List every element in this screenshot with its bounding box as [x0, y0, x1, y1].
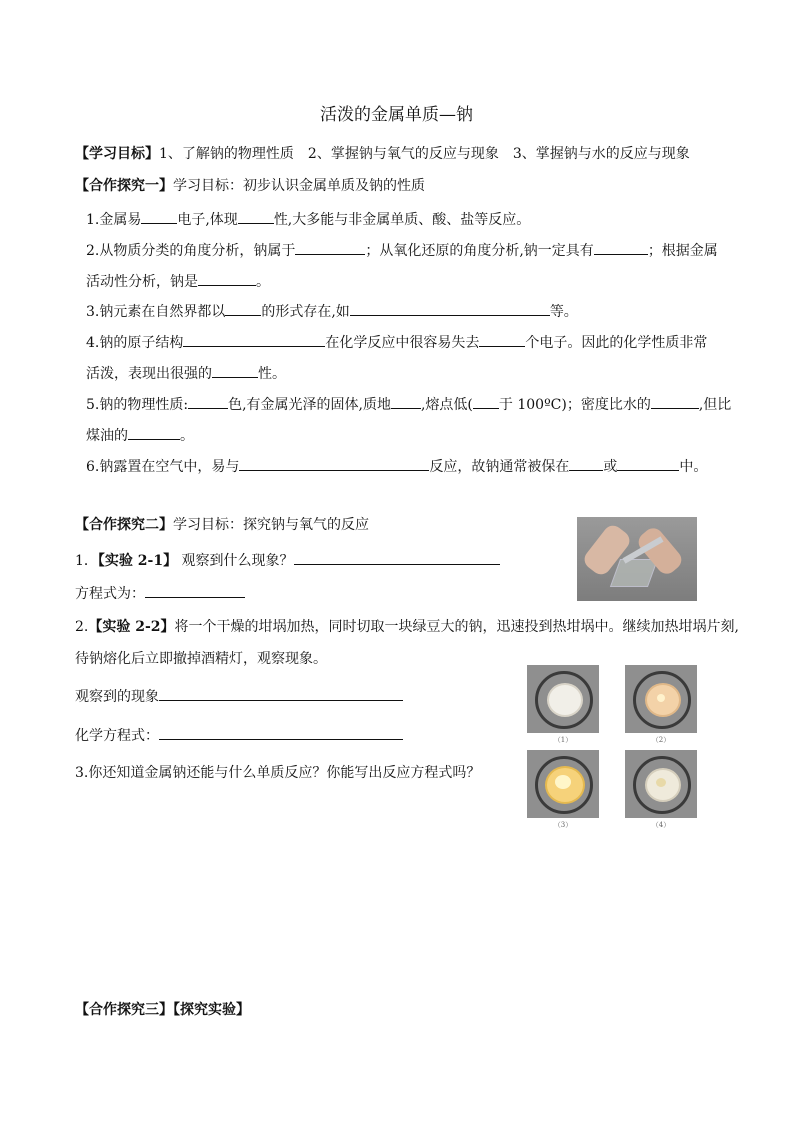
goals-items: 1、了解钠的物理性质 2、掌握钠与氧气的反应与现象 3、掌握钠与水的反应与现象 — [159, 146, 690, 162]
q5-text-c: ,熔点低( — [420, 397, 473, 413]
caption-4: （4） — [651, 821, 671, 829]
q5-blank-2[interactable] — [391, 394, 421, 409]
question-6 — [86, 456, 707, 476]
q2-3-text: 3.你还知道金属钠还能与什么单质反应？你能写出反应方程式吗？ — [75, 765, 481, 781]
q4-blank-1[interactable] — [183, 332, 325, 347]
q2-text-d: 活动性分析，钠是 — [86, 274, 198, 290]
q2-blank-3[interactable] — [198, 271, 256, 286]
section3-heading — [75, 1001, 250, 1019]
q2-text-e: 。 — [256, 274, 270, 290]
q4-blank-3[interactable] — [212, 363, 258, 378]
question-4-line2 — [86, 363, 286, 383]
section3-sub: 【探究实验】 — [173, 1002, 250, 1018]
section3-label: 【合作探究三】 — [75, 1002, 173, 1018]
crucible-photo-3 — [527, 750, 599, 818]
q4-text-e: 性。 — [258, 366, 286, 382]
q3-blank-1[interactable] — [225, 301, 261, 316]
q1-text-a: 1.金属易 — [86, 212, 142, 228]
question-2-line2 — [86, 271, 270, 291]
crucible-photo-1 — [527, 665, 599, 733]
section2-label: 【合作探究二】 — [75, 517, 173, 533]
q3-blank-2[interactable] — [350, 301, 550, 316]
q5-text-b: 色,有金属光泽的固体,质地 — [228, 397, 391, 413]
equation-blank[interactable] — [145, 583, 245, 598]
chem-eq-line — [75, 725, 403, 745]
q4-text-d: 活泼，表现出很强的 — [86, 366, 212, 382]
q2-text-b: ；从氧化还原的角度分析,钠一定具有 — [365, 243, 594, 259]
section2-heading — [75, 516, 369, 534]
q1-blank-1[interactable] — [141, 209, 177, 224]
q2-blank-1[interactable] — [295, 240, 365, 255]
crucible-photo-4 — [625, 750, 697, 818]
learning-goals — [75, 145, 690, 163]
goals-label: 【学习目标】 — [75, 146, 159, 162]
observe-line — [75, 686, 403, 706]
exp1-blank[interactable] — [294, 550, 500, 565]
q5-text-f: 煤油的 — [86, 428, 128, 444]
exp2-text-line2: 待钠熔化后立即撤掉酒精灯，观察现象。 — [75, 651, 327, 667]
q5-text-g: 。 — [180, 428, 194, 444]
q3-text-b: 的形式存在,如 — [261, 304, 350, 320]
question-5-line2 — [86, 425, 194, 445]
exp1-label: 【实验 2-1】 — [97, 553, 178, 569]
q5-blank-3[interactable] — [473, 394, 499, 409]
q6-blank-2[interactable] — [569, 456, 603, 471]
caption-1: （1） — [553, 736, 573, 744]
question-2-3 — [75, 764, 480, 782]
q1-blank-2[interactable] — [238, 209, 274, 224]
q5-blank-4[interactable] — [651, 394, 699, 409]
q5-text-d: 于 100ºC)；密度比水的 — [498, 397, 651, 413]
exp2-text: 将一个干燥的坩埚加热，同时切取一块绿豆大的钠，迅速投到热坩埚中。继续加热坩埚片刻, — [174, 619, 739, 635]
section1-heading — [75, 177, 425, 195]
q2-blank-2[interactable] — [594, 240, 648, 255]
q5-text-a: 5.钠的物理性质: — [86, 397, 189, 413]
caption-3: （3） — [553, 821, 573, 829]
section1-goal: 学习目标：初步认识金属单质及钠的性质 — [173, 178, 425, 194]
caption-2: （2） — [651, 736, 671, 744]
exp2-num: 2. — [75, 619, 89, 635]
q2-text-c: ；根据金属 — [647, 243, 718, 259]
chem-eq-label: 化学方程式： — [75, 728, 159, 744]
experiment-2-2-line2 — [75, 650, 327, 668]
exp1-question: 观察到什么现象？ — [177, 553, 294, 569]
equation-line — [75, 583, 245, 603]
q6-blank-3[interactable] — [617, 456, 679, 471]
question-4-line1 — [86, 332, 707, 352]
q5-text-e: ,但比 — [698, 397, 732, 413]
section2-goal: 学习目标：探究钠与氧气的反应 — [173, 517, 369, 533]
equation-label: 方程式为： — [75, 586, 145, 602]
q4-text-b: 在化学反应中很容易失去 — [325, 335, 480, 351]
q4-blank-2[interactable] — [479, 332, 525, 347]
q3-text-a: 3.钠元素在自然界都以 — [86, 304, 226, 320]
crucible-photo-2 — [625, 665, 697, 733]
exp1-num: 1． — [75, 553, 98, 569]
q6-blank-1[interactable] — [239, 456, 429, 471]
q3-text-c: 等。 — [549, 304, 578, 320]
q6-text-d: 中。 — [679, 459, 708, 475]
sodium-cutting-photo — [577, 517, 697, 601]
q2-text-a: 2.从物质分类的角度分析，钠属于 — [86, 243, 296, 259]
q6-text-a: 6.钠露置在空气中，易与 — [86, 459, 240, 475]
page-title: 活泼的金属单质—钠 — [320, 105, 473, 125]
q5-blank-1[interactable] — [188, 394, 228, 409]
exp2-label: 【实验 2-2】 — [88, 619, 175, 635]
section1-label: 【合作探究一】 — [75, 178, 173, 194]
experiment-2-2-line1 — [75, 618, 739, 636]
q4-text-a: 4.钠的原子结构 — [86, 335, 184, 351]
q6-text-b: 反应，故钠通常被保在 — [429, 459, 570, 475]
question-5-line1 — [86, 394, 731, 414]
observe-blank[interactable] — [159, 686, 403, 701]
q4-text-c: 个电子。因此的化学性质非常 — [525, 335, 708, 351]
chem-eq-blank[interactable] — [159, 725, 403, 740]
q1-text-b: 电子,体现 — [177, 212, 238, 228]
q1-text-c: 性,大多能与非金属单质、酸、盐等反应。 — [273, 212, 531, 228]
question-2-line1 — [86, 240, 718, 260]
question-1 — [86, 209, 530, 229]
experiment-2-1 — [75, 550, 500, 570]
q6-text-c: 或 — [603, 459, 618, 475]
question-3 — [86, 301, 578, 321]
observe-label: 观察到的现象 — [75, 689, 159, 705]
q5-blank-5[interactable] — [128, 425, 180, 440]
